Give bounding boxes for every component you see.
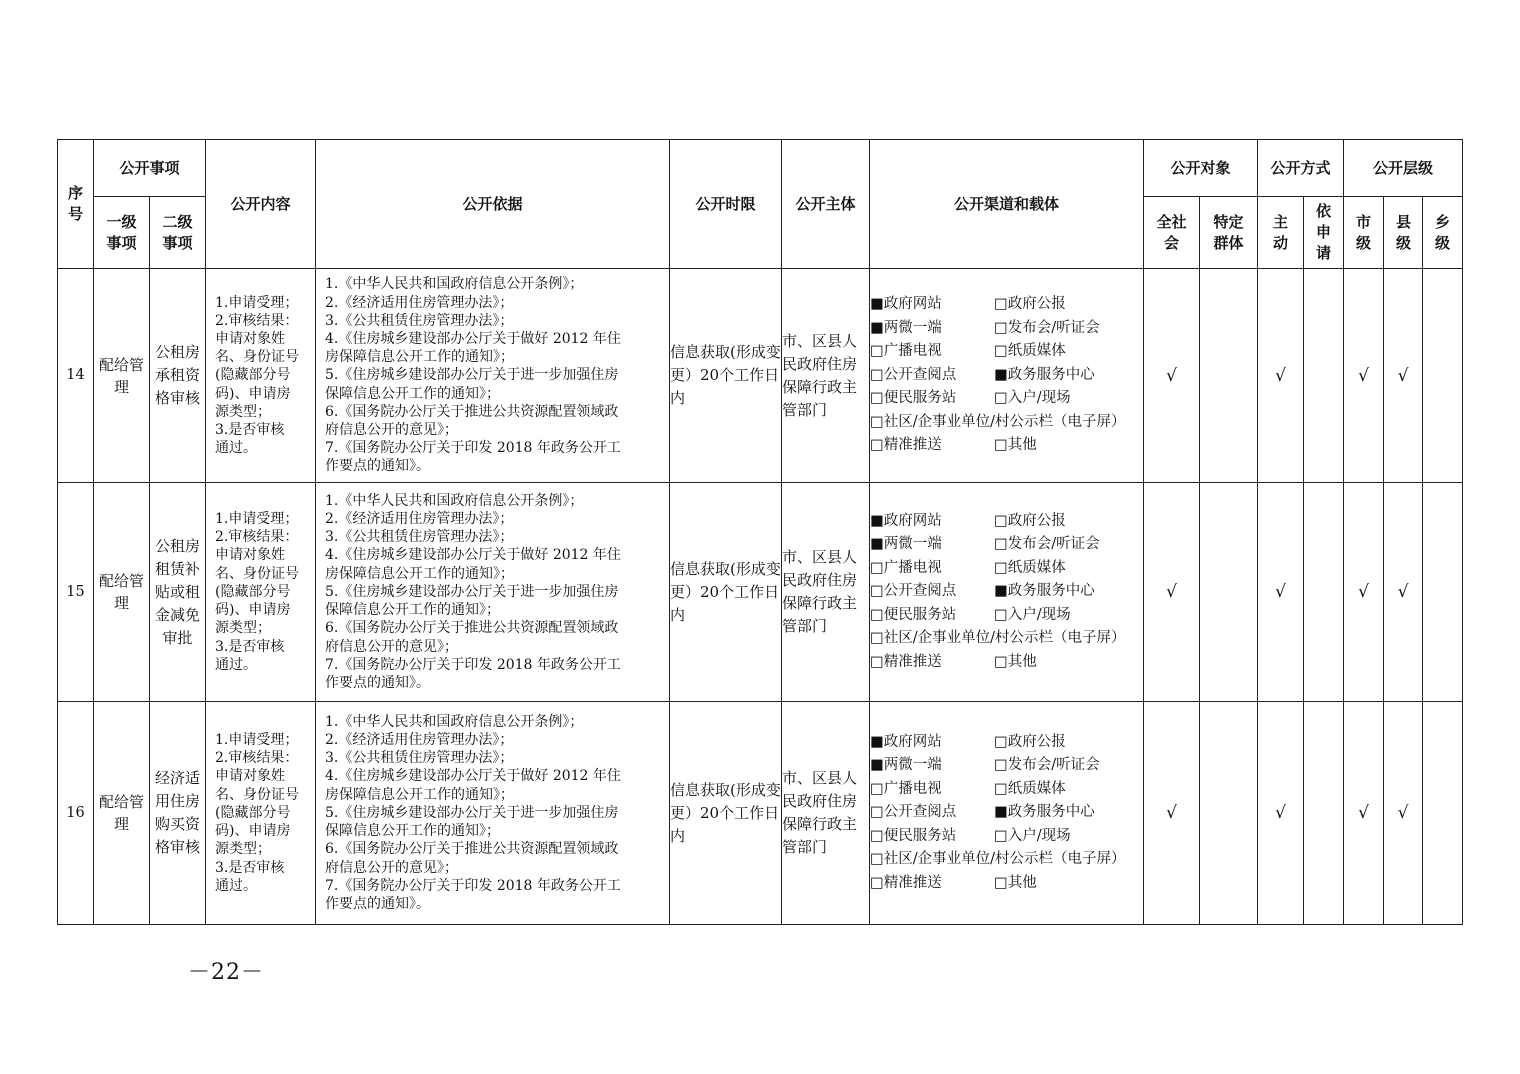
channel-service-station: □便民服务站 [870, 390, 957, 407]
row-content [206, 702, 316, 925]
row-level1: 配给管理 [94, 269, 150, 483]
header-channels: 公开渠道和载体 [870, 140, 1144, 269]
basis-line: 6.《国务院办公厅关于推进公共资源配置领域政 [325, 620, 619, 637]
basis-line: 府信息公开的意见》； [325, 859, 459, 876]
row-level-city: √ [1344, 702, 1384, 925]
content-line: 源类型； [215, 403, 272, 420]
channel-broadcast-tv: □广播电视 [870, 559, 942, 576]
content-line: 名、身份证号 [215, 786, 300, 803]
basis-line: 房保障信息公开工作的通知》； [325, 565, 515, 582]
basis-line: 7.《国务院办公厅关于印发 2018 年政务公开工 [325, 656, 621, 673]
table-row [58, 269, 1463, 483]
basis-line: 6.《国务院办公厅关于推进公共资源配置领域政 [325, 403, 619, 420]
header-content: 公开内容 [206, 140, 316, 269]
basis-line: 5.《住房城乡建设部办公厅关于进一步加强住房 [325, 804, 619, 821]
basis-line: 2.《经济适用住房管理办法》； [325, 294, 514, 311]
basis-line: 3.《公共租赁住房管理办法》； [325, 750, 514, 767]
basis-line: 5.《住房城乡建设部办公厅关于进一步加强住房 [325, 367, 619, 384]
basis-line: 保障信息公开工作的通知》； [325, 823, 501, 840]
row-level2: 公租房承租资格审核 [150, 269, 206, 483]
content-line: (隐藏部分号 [215, 804, 291, 821]
header-target-group: 特定群体 [1200, 197, 1258, 269]
table-row [58, 483, 1463, 702]
row-level-town [1423, 269, 1463, 483]
row-level-county: √ [1384, 702, 1423, 925]
row-basis [316, 702, 670, 925]
row-basis [316, 269, 670, 483]
row-target-all: √ [1144, 483, 1200, 702]
page-number: －22－ [188, 960, 264, 985]
header-method-active: 主动 [1258, 197, 1304, 269]
row-method-request [1304, 483, 1344, 702]
content-line: 2.审核结果： [215, 750, 299, 767]
content-line: 3.是否审核 [215, 859, 285, 876]
row-seq: 15 [58, 483, 94, 702]
channel-gov-gazette: □政府公报 [994, 296, 1066, 313]
basis-line: 7.《国务院办公厅关于印发 2018 年政务公开工 [325, 877, 621, 894]
row-level-county: √ [1384, 269, 1423, 483]
row-level-town [1423, 483, 1463, 702]
disclosure-table [57, 139, 1463, 925]
content-line: 1.申请受理； [215, 511, 299, 528]
channel-weibo-wechat-app: ■两微一端 [870, 757, 942, 774]
header-matter: 公开事项 [94, 140, 206, 197]
row-level2: 经济适用住房购买资格审核 [150, 702, 206, 925]
row-channels [870, 483, 1144, 702]
row-level-county: √ [1384, 483, 1423, 702]
row-target-all: √ [1144, 702, 1200, 925]
basis-line: 3.《公共租赁住房管理办法》； [325, 529, 514, 546]
row-basis [316, 483, 670, 702]
header-time-limit: 公开时限 [670, 140, 782, 269]
row-subject: 市、区县人民政府住房保障行政主管部门 [782, 269, 870, 483]
basis-line: 府信息公开的意见》； [325, 422, 459, 438]
basis-line: 2.《经济适用住房管理办法》； [325, 732, 514, 749]
basis-line: 作要点的通知》。 [325, 895, 431, 912]
row-method-active: √ [1258, 702, 1304, 925]
row-level-city: √ [1344, 483, 1384, 702]
header-method-request: 依申请 [1304, 197, 1344, 269]
content-line: 码)、申请房 [215, 823, 291, 840]
row-time-limit: 信息获取(形成变更）20个工作日内 [670, 269, 782, 483]
channel-print-media: □纸质媒体 [994, 780, 1066, 797]
row-target-group [1200, 269, 1258, 483]
header-level-town: 乡级 [1423, 197, 1463, 269]
channel-reading-point: □公开查阅点 [870, 366, 957, 383]
header-basis: 公开依据 [316, 140, 670, 269]
content-line: 3.是否审核 [215, 638, 285, 655]
header-seq: 序号 [58, 140, 94, 269]
channel-broadcast-tv: □广播电视 [870, 343, 942, 360]
channel-broadcast-tv: □广播电视 [870, 780, 942, 797]
content-line: (隐藏部分号 [215, 583, 291, 600]
row-subject: 市、区县人民政府住房保障行政主管部门 [782, 483, 870, 702]
row-content [206, 269, 316, 483]
channel-weibo-wechat-app: ■两微一端 [870, 319, 942, 336]
row-method-active: √ [1258, 269, 1304, 483]
channel-precise-push: □精准推送 [870, 653, 942, 670]
content-line: 源类型； [215, 841, 272, 858]
header-target-all: 全社会 [1144, 197, 1200, 269]
row-target-all: √ [1144, 269, 1200, 483]
channel-print-media: □纸质媒体 [994, 559, 1066, 576]
channel-door-to-door: □入户/现场 [994, 390, 1071, 407]
content-line: 通过。 [215, 656, 258, 673]
channel-bulletin-board: □社区/企事业单位/村公示栏（电子屏） [870, 630, 1126, 647]
row-target-group [1200, 702, 1258, 925]
channel-service-station: □便民服务站 [870, 606, 957, 623]
content-line: 码)、申请房 [215, 602, 291, 619]
content-line: 申请对象姓 [215, 547, 286, 564]
channel-bulletin-board: □社区/企事业单位/村公示栏（电子屏） [870, 851, 1126, 868]
channel-reading-point: □公开查阅点 [870, 583, 957, 600]
content-line: 3.是否审核 [215, 422, 285, 438]
header-level: 公开层级 [1344, 140, 1463, 197]
header-level-city: 市级 [1344, 197, 1384, 269]
channel-press-hearing: □发布会/听证会 [994, 319, 1100, 336]
basis-line: 3.《公共租赁住房管理办法》； [325, 312, 514, 329]
channel-press-hearing: □发布会/听证会 [994, 757, 1100, 774]
row-content [206, 483, 316, 702]
content-line: 源类型； [215, 620, 272, 637]
channel-press-hearing: □发布会/听证会 [994, 536, 1100, 553]
channel-gov-website: ■政府网站 [870, 733, 942, 750]
basis-line: 作要点的通知》。 [325, 458, 431, 475]
content-line: 1.申请受理； [215, 294, 299, 311]
row-level1: 配给管理 [94, 702, 150, 925]
row-channels [870, 269, 1144, 483]
channel-other: □其他 [994, 653, 1037, 670]
channel-precise-push: □精准推送 [870, 874, 942, 891]
basis-line: 府信息公开的意见》； [325, 638, 459, 655]
basis-line: 4.《住房城乡建设部办公厅关于做好 2012 年住 [325, 768, 621, 785]
row-level2: 公租房租赁补贴或租金减免审批 [150, 483, 206, 702]
content-line: 通过。 [215, 440, 258, 457]
channel-gov-gazette: □政府公报 [994, 733, 1066, 750]
channel-service-station: □便民服务站 [870, 827, 957, 844]
channel-gov-gazette: □政府公报 [994, 512, 1066, 529]
row-time-limit: 信息获取(形成变更）20个工作日内 [670, 702, 782, 925]
row-seq: 16 [58, 702, 94, 925]
content-line: 名、身份证号 [215, 349, 300, 366]
channel-service-center: ■政务服务中心 [994, 366, 1095, 383]
basis-line: 7.《国务院办公厅关于印发 2018 年政务公开工 [325, 440, 621, 457]
channel-weibo-wechat-app: ■两微一端 [870, 536, 942, 553]
basis-line: 4.《住房城乡建设部办公厅关于做好 2012 年住 [325, 547, 621, 564]
row-time-limit: 信息获取(形成变更）20个工作日内 [670, 483, 782, 702]
row-level-town [1423, 702, 1463, 925]
row-seq: 14 [58, 269, 94, 483]
channel-door-to-door: □入户/现场 [994, 827, 1071, 844]
basis-line: 房保障信息公开工作的通知》； [325, 786, 515, 803]
row-subject: 市、区县人民政府住房保障行政主管部门 [782, 702, 870, 925]
content-line: 2.审核结果： [215, 312, 299, 329]
basis-line: 2.《经济适用住房管理办法》； [325, 511, 514, 528]
row-level1: 配给管理 [94, 483, 150, 702]
row-method-request [1304, 269, 1344, 483]
header-level2: 二级事项 [150, 197, 206, 269]
basis-line: 房保障信息公开工作的通知》； [325, 349, 515, 366]
content-line: 码)、申请房 [215, 385, 291, 402]
content-line: (隐藏部分号 [215, 367, 291, 384]
basis-line: 1.《中华人民共和国政府信息公开条例》； [325, 713, 584, 730]
channel-door-to-door: □入户/现场 [994, 606, 1071, 623]
basis-line: 1.《中华人民共和国政府信息公开条例》； [325, 492, 584, 509]
row-method-request [1304, 702, 1344, 925]
row-channels [870, 702, 1144, 925]
row-target-group [1200, 483, 1258, 702]
channel-other: □其他 [994, 874, 1037, 891]
basis-line: 5.《住房城乡建设部办公厅关于进一步加强住房 [325, 583, 619, 600]
channel-bulletin-board: □社区/企事业单位/村公示栏（电子屏） [870, 413, 1126, 430]
channel-service-center: ■政务服务中心 [994, 583, 1095, 600]
content-line: 2.审核结果： [215, 529, 299, 546]
channel-service-center: ■政务服务中心 [994, 804, 1095, 821]
header-target: 公开对象 [1144, 140, 1258, 197]
header-level1: 一级事项 [94, 197, 150, 269]
basis-line: 6.《国务院办公厅关于推进公共资源配置领域政 [325, 841, 619, 858]
header-level-county: 县级 [1384, 197, 1423, 269]
row-method-active: √ [1258, 483, 1304, 702]
basis-line: 保障信息公开工作的通知》； [325, 385, 501, 402]
header-subject: 公开主体 [782, 140, 870, 269]
content-line: 通过。 [215, 877, 258, 894]
basis-line: 保障信息公开工作的通知》； [325, 602, 501, 619]
channel-precise-push: □精准推送 [870, 437, 942, 454]
content-line: 名、身份证号 [215, 565, 300, 582]
channel-print-media: □纸质媒体 [994, 343, 1066, 360]
channel-gov-website: ■政府网站 [870, 512, 942, 529]
content-line: 1.申请受理； [215, 732, 299, 749]
channel-other: □其他 [994, 437, 1037, 454]
basis-line: 1.《中华人民共和国政府信息公开条例》； [325, 276, 584, 293]
row-level-city: √ [1344, 269, 1384, 483]
header-method: 公开方式 [1258, 140, 1344, 197]
basis-line: 作要点的通知》。 [325, 674, 431, 691]
table-row [58, 702, 1463, 925]
content-line: 申请对象姓 [215, 330, 286, 347]
channel-reading-point: □公开查阅点 [870, 804, 957, 821]
channel-gov-website: ■政府网站 [870, 296, 942, 313]
basis-line: 4.《住房城乡建设部办公厅关于做好 2012 年住 [325, 330, 621, 347]
content-line: 申请对象姓 [215, 768, 286, 785]
